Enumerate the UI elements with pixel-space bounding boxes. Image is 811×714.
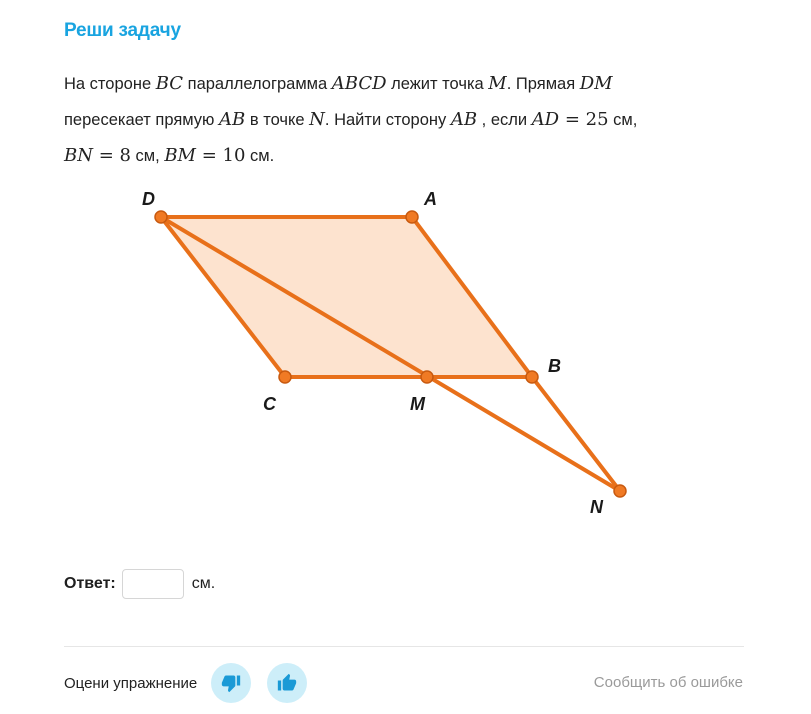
label-m: M (410, 394, 425, 414)
problem-text: . Найти сторону (324, 111, 451, 129)
point-m (421, 371, 433, 383)
label-n: N (590, 497, 603, 517)
answer-row (64, 567, 215, 601)
label-b: B (548, 356, 561, 376)
page-title: Реши задачу (64, 20, 181, 41)
point-a (406, 211, 418, 223)
math-bm-value: = 10 (196, 145, 246, 166)
math-side-ab: AB (450, 109, 478, 130)
problem-text: . Прямая (506, 75, 580, 93)
thumbs-down-icon (221, 673, 241, 693)
label-d: D (142, 189, 155, 209)
problem-text: см, (130, 147, 165, 165)
answer-label: Ответ: (64, 575, 116, 592)
math-point-n: N (309, 109, 325, 130)
math-bn: BN (64, 145, 93, 166)
math-ad-value: = 25 (559, 109, 609, 130)
like-button[interactable] (267, 663, 307, 703)
point-c (279, 371, 291, 383)
math-bm: BM (164, 145, 196, 166)
problem-text: лежит точка (386, 75, 489, 93)
answer-unit: см. (191, 575, 216, 592)
problem-text: параллелограмма (183, 75, 332, 93)
math-bn-value: = 8 (92, 145, 131, 166)
problem-text: , если (477, 111, 532, 129)
math-line-dm: DM (579, 73, 613, 94)
parallelogram-fill (161, 217, 532, 377)
answer-input[interactable] (122, 569, 184, 599)
math-point-m: M (488, 73, 507, 94)
rating-label: Оцени упражнение (64, 674, 198, 692)
point-n (614, 485, 626, 497)
problem-text: На стороне (64, 75, 156, 93)
problem-text: см. (245, 147, 275, 165)
segment-bn (532, 377, 620, 491)
dislike-button[interactable] (211, 663, 251, 703)
point-d (155, 211, 167, 223)
point-b (526, 371, 538, 383)
math-segment-bc: BC (155, 73, 184, 94)
math-ad: AD (531, 109, 560, 130)
problem-text: в точке (245, 111, 310, 129)
label-a: A (424, 189, 437, 209)
rating-row (64, 662, 323, 704)
report-error-link[interactable]: Сообщить об ошибке (593, 674, 743, 691)
math-line-ab: AB (219, 109, 246, 130)
math-abcd: ABCD (331, 73, 387, 94)
problem-text: см, (608, 111, 638, 129)
label-c: C (263, 394, 276, 414)
problem-text: пересекает прямую (64, 111, 220, 129)
thumbs-up-icon (277, 673, 297, 693)
divider (64, 646, 744, 647)
